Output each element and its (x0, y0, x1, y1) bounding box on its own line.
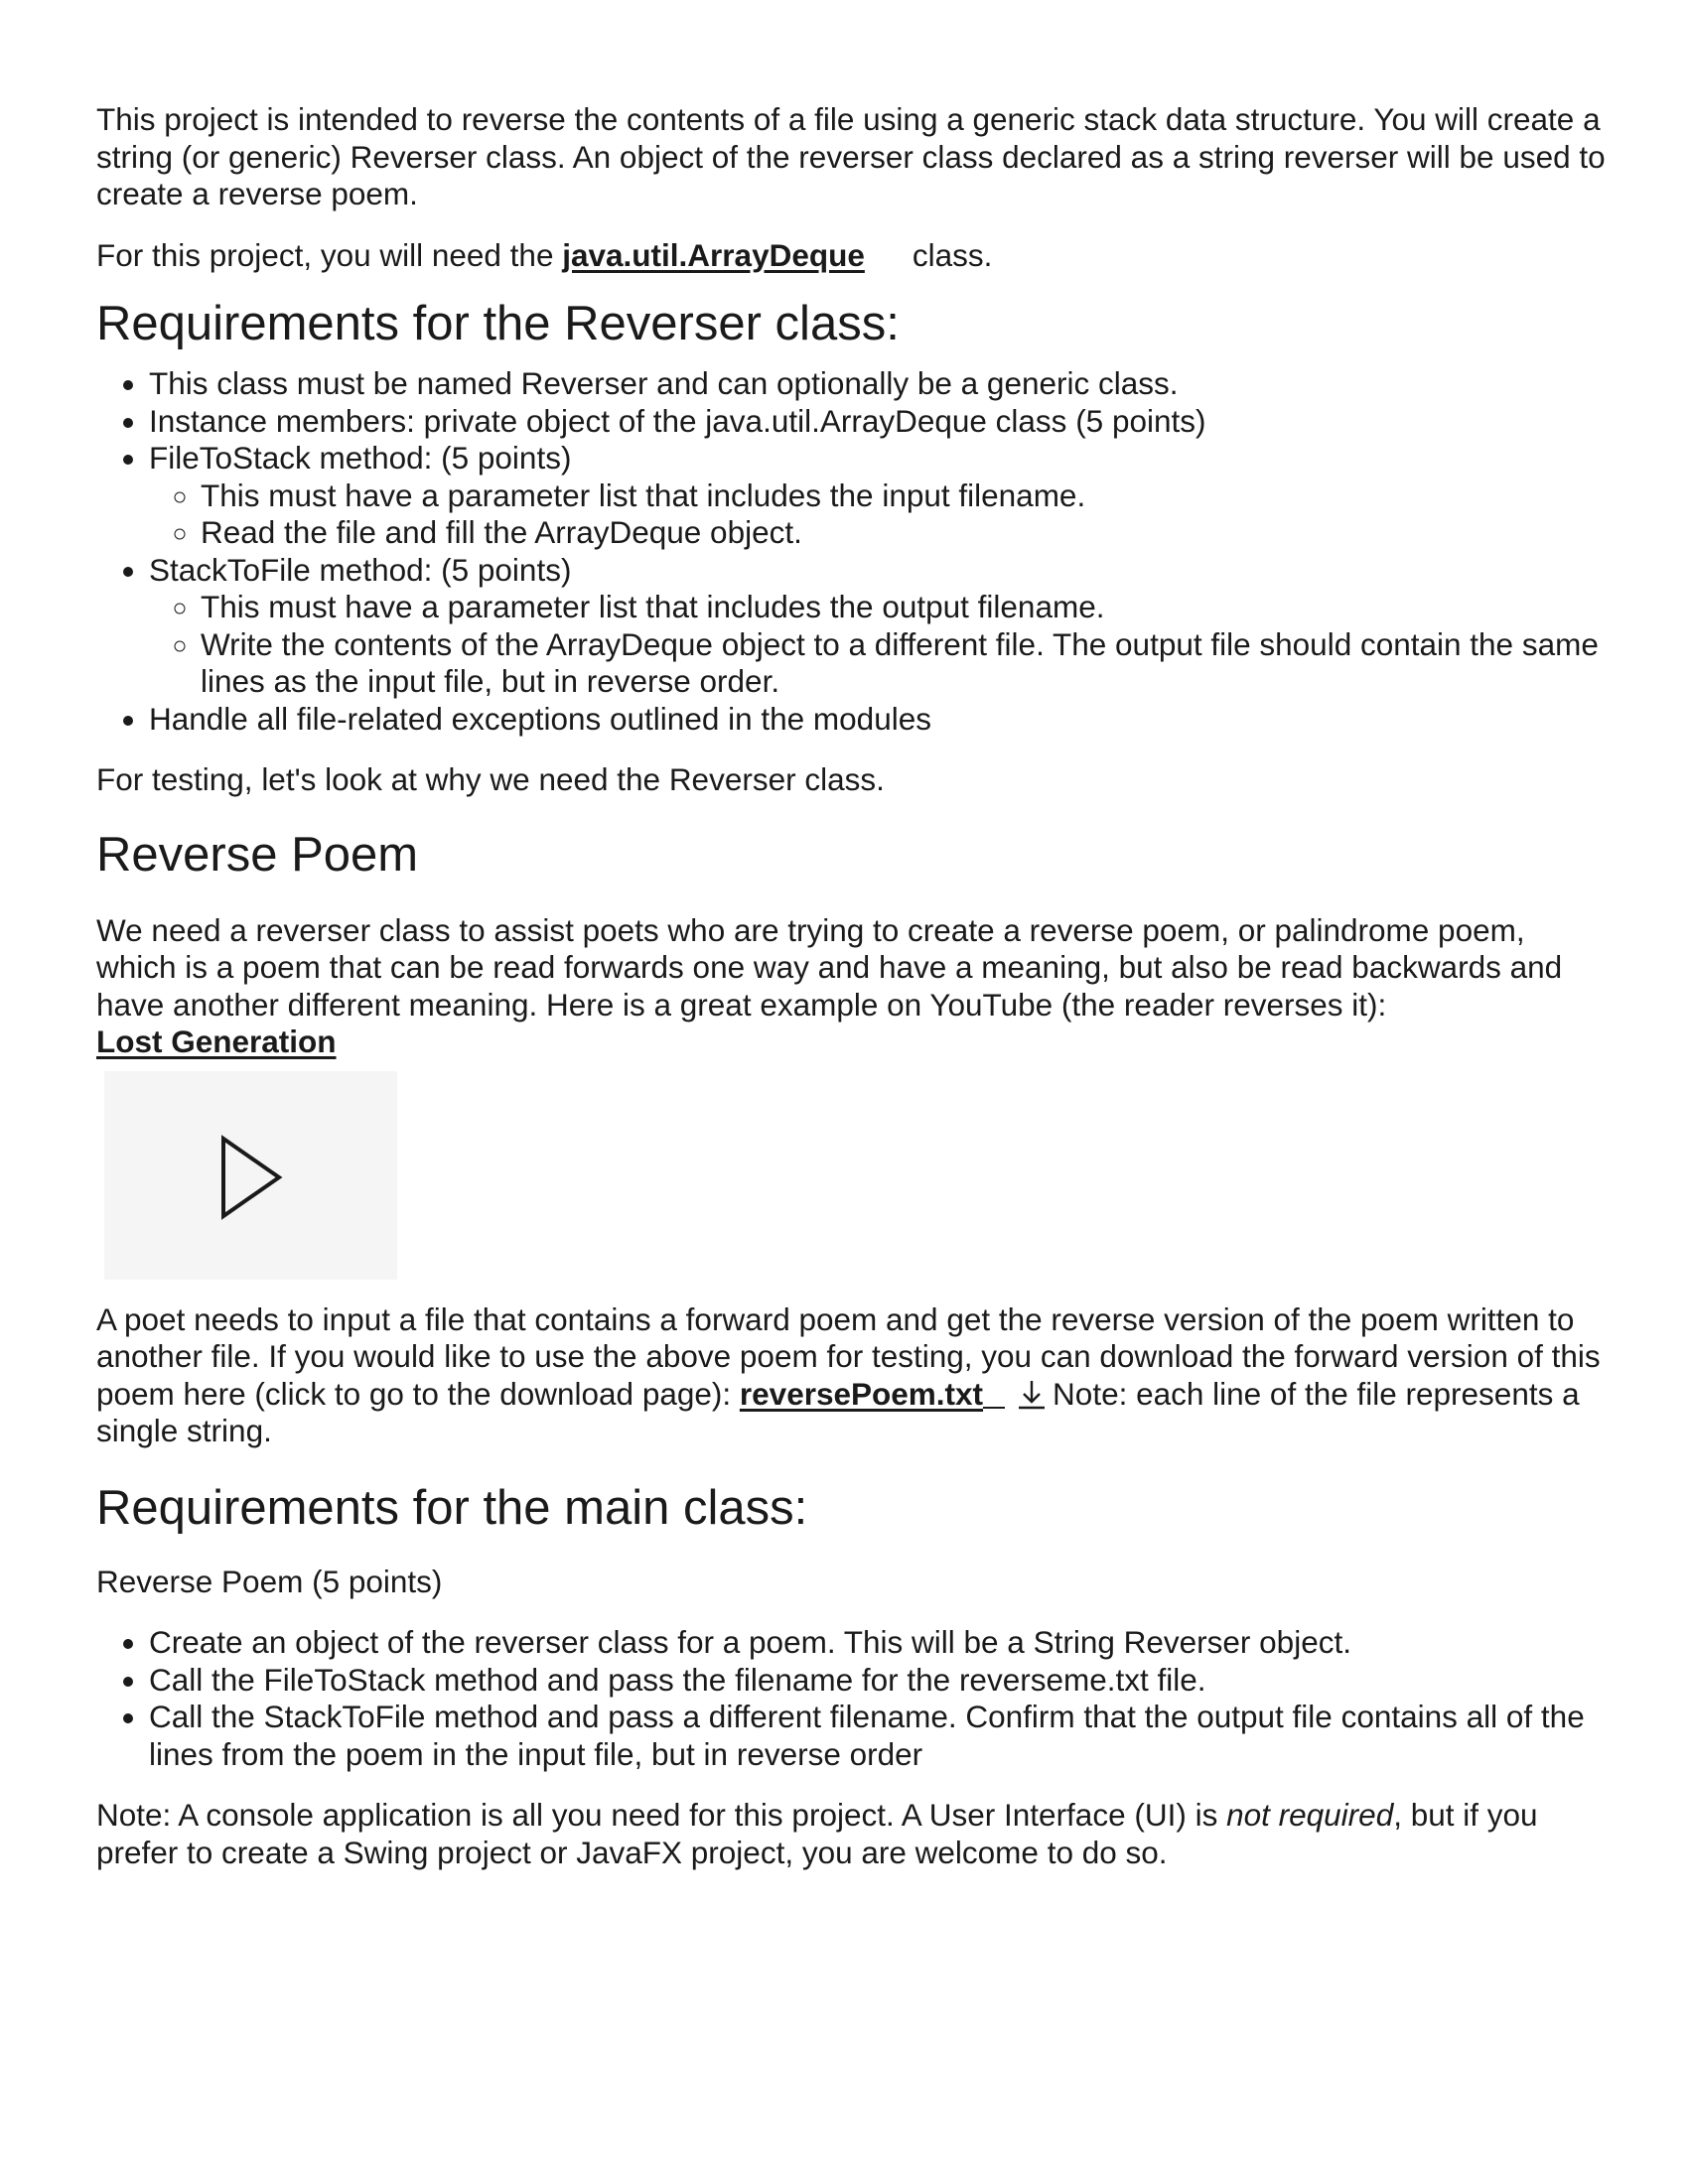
main-requirements-list (96, 1624, 1606, 1773)
note-prefix: Note: A console application is all you need for this project. A User Interface (UI) is (96, 1797, 1218, 1833)
list-item: • Call the StackToFile method and pass a different filename. Confirm that the output file contains all of the lines from the poem in the input file, but in reverse order (149, 1699, 1606, 1773)
main-class-heading: Requirements for the main class: (96, 1480, 808, 1535)
arraydeque-prefix: For this project, you will need the (96, 236, 554, 273)
list-item-label: FileToStack method: (5 points) (149, 440, 572, 476)
console-note-paragraph (96, 1797, 1606, 1871)
poet-paragraph (96, 1301, 1606, 1450)
video-link-paragraph (96, 1024, 1606, 1061)
filetostack-sublist (149, 478, 1606, 552)
main-class-subheading: Reverse Poem (5 points) (96, 1563, 443, 1599)
list-item: • Call the FileToStack method and pass the filename for the reverseme.txt file. (149, 1662, 1606, 1700)
note-suffix: , but if you prefer to create a Swing project or JavaFX project, you are welcome to do so. (96, 1797, 1538, 1870)
poet-paragraph-note: Note: each line of the file represents a single string. (96, 1375, 1580, 1448)
arraydeque-suffix: class. (912, 236, 993, 273)
sub-list-item: ◦ This must have a parameter list that includes the output filename. (201, 589, 1606, 626)
reverse-poem-heading: Reverse Poem (96, 827, 419, 882)
video-player-thumbnail[interactable] (104, 1071, 397, 1280)
reverser-heading: Requirements for the Reverser class: (96, 297, 900, 350)
sub-list-item: ◦ Read the file and fill the ArrayDeque object. (201, 514, 1606, 552)
lost-generation-link[interactable]: Lost Generation (96, 1024, 337, 1059)
download-icon[interactable] (1015, 1379, 1049, 1411)
reverse-poem-paragraph: We need a reverser class to assist poets who are trying to create a reverse poem, or palindrome poem, which is a poem that can be read forwards one way and have a meaning, but also be read backwards and have another different meaning. Here is a great example on YouTube (the reader reverses it): (96, 911, 1563, 1023)
note-emphasis: not required (1226, 1797, 1394, 1833)
list-item-label: StackToFile method: (5 points) (149, 551, 572, 588)
document-page (96, 101, 1606, 1871)
list-item: • Handle all file-related exceptions outlined in the modules (149, 701, 1606, 739)
reverser-requirements-list (96, 365, 1606, 738)
arraydeque-link[interactable]: java.util.ArrayDeque (562, 236, 865, 273)
arraydeque-paragraph (96, 237, 1606, 275)
list-item-stacktofile (149, 552, 1606, 701)
stacktofile-sublist (149, 589, 1606, 701)
list-item: • Create an object of the reverser class for a poem. This will be a String Reverser object. (149, 1624, 1606, 1662)
intro-paragraph: This project is intended to reverse the contents of a file using a generic stack data structure. You will create a string (or generic) Reverser class. An object of the reverser class declared as a string reverser will be used to create a reverse poem. (96, 101, 1606, 211)
reversepoem-download-link[interactable]: reversePoem.txt (739, 1375, 984, 1412)
poet-paragraph-text: A poet needs to input a file that contains a forward poem and get the reverse version of the poem written to another file. If you would like to use the above poem for testing, you can download the forward version of this poem here (click to go to the download page): (96, 1300, 1601, 1412)
list-item: • This class must be named Reverser and can optionally be a generic class. (149, 365, 1606, 403)
play-icon[interactable] (215, 1133, 285, 1222)
sub-list-item: ◦ Write the contents of the ArrayDeque object to a different file. The output file should contain the same lines as the input file, but in reverse order. (201, 626, 1606, 701)
list-item: • Instance members: private object of the java.util.ArrayDeque class (5 points) (149, 403, 1606, 441)
testing-paragraph: For testing, let's look at why we need the Reverser class. (96, 761, 885, 797)
list-item-filetostack (149, 440, 1606, 552)
sub-list-item: ◦ This must have a parameter list that includes the input filename. (201, 478, 1606, 515)
